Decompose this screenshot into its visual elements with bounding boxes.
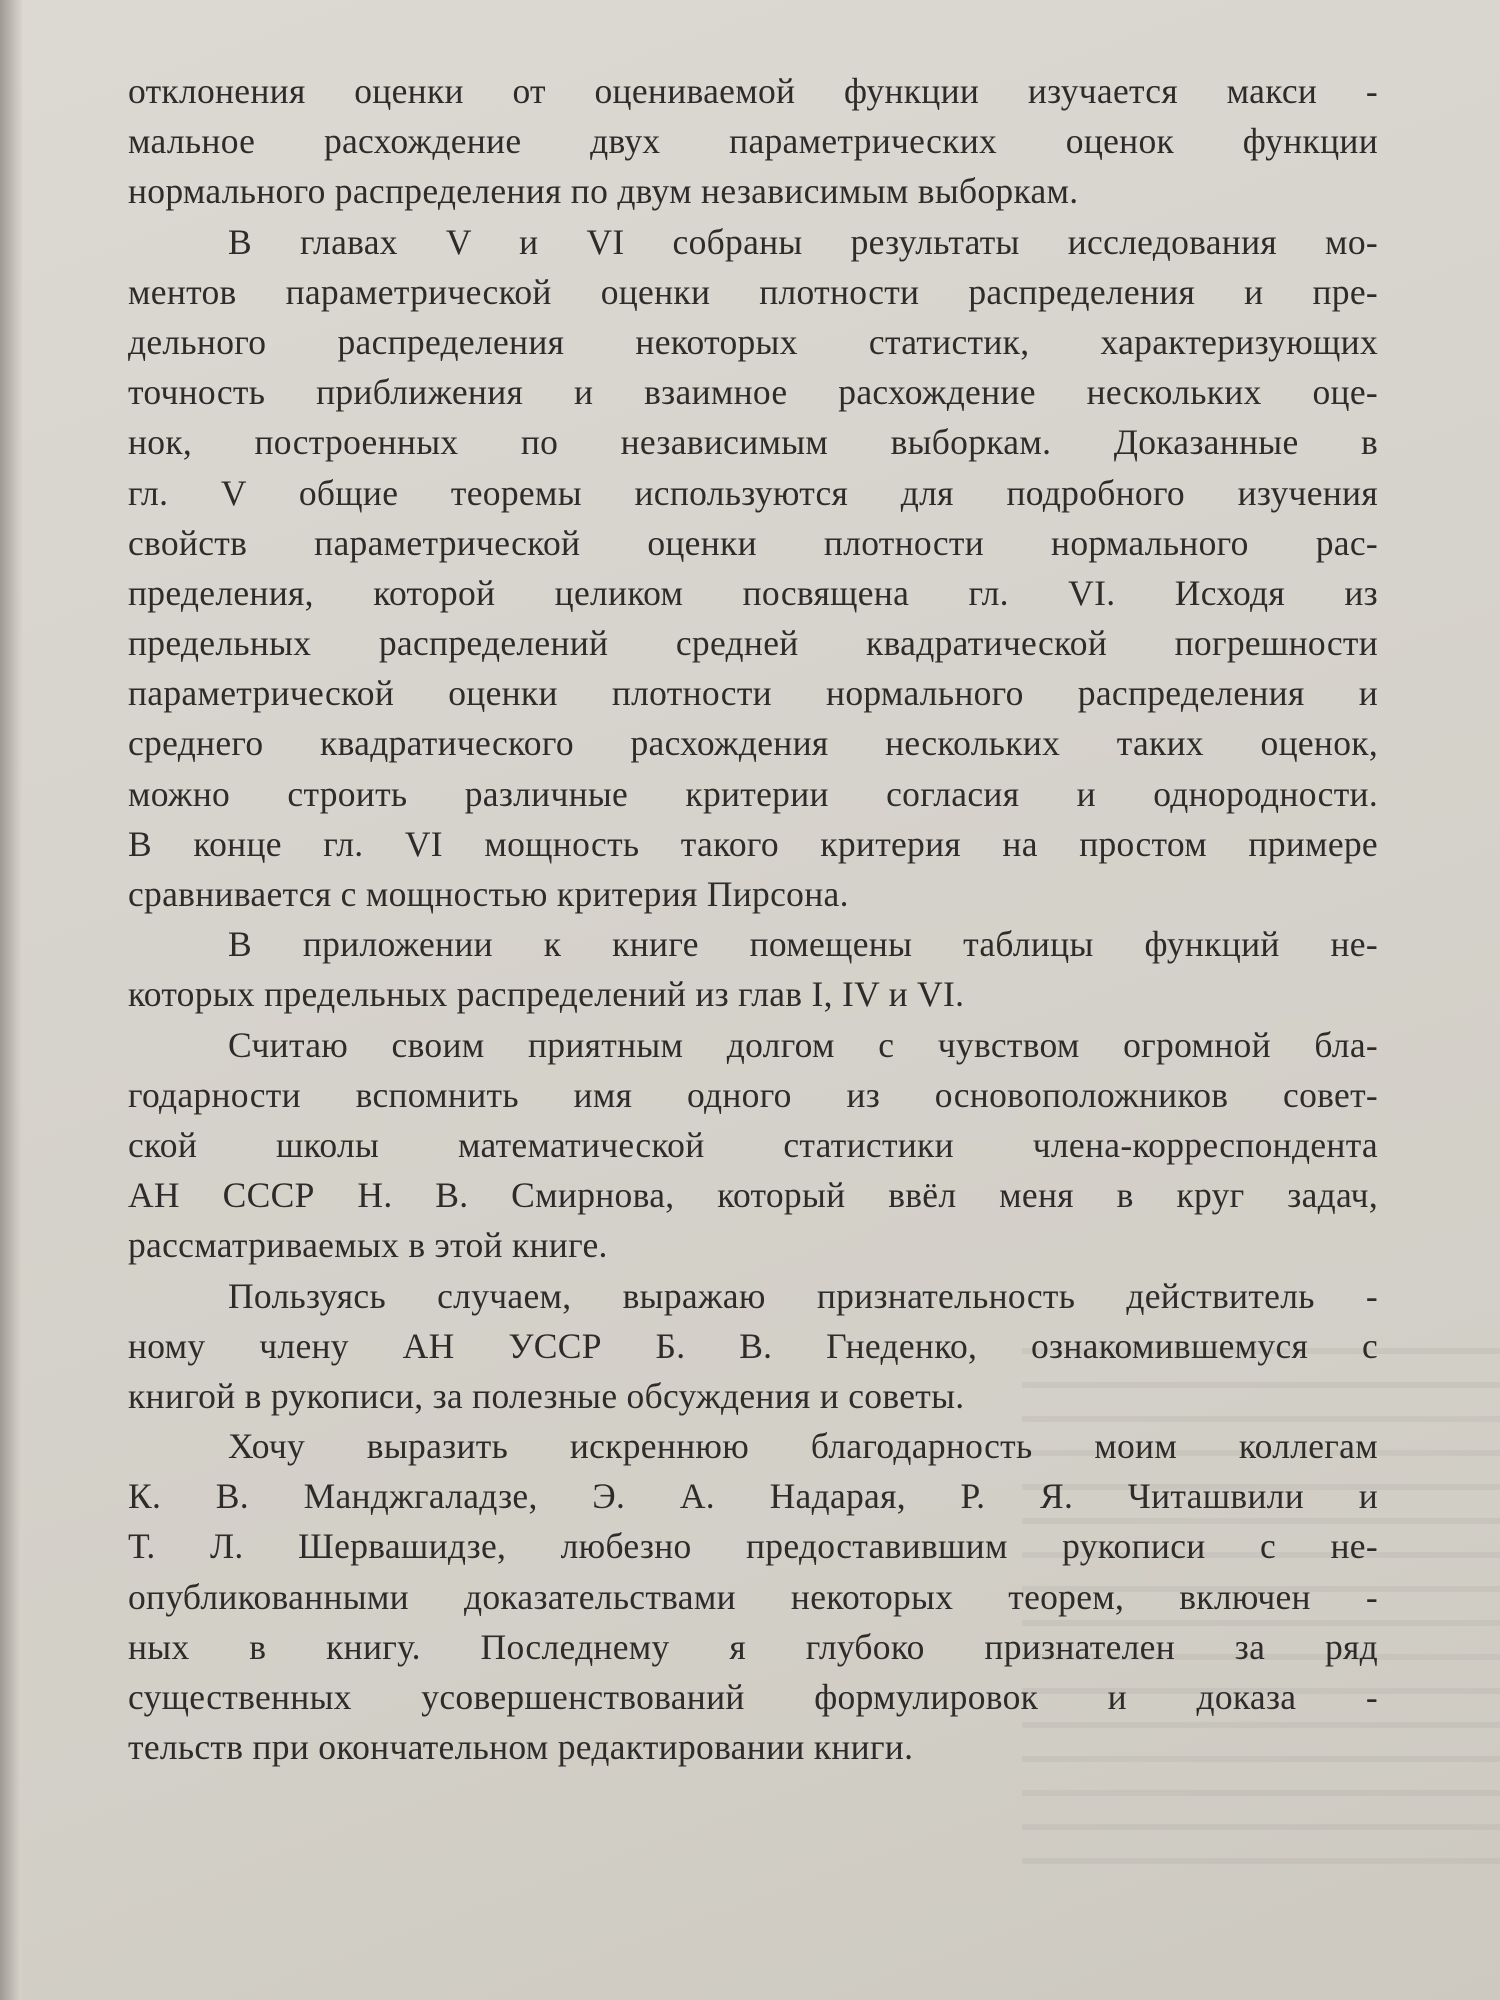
page-edge-shadow xyxy=(0,0,22,2000)
paragraph xyxy=(128,66,1378,217)
text-line: нормального распределения по двум независимым выборкам. xyxy=(128,171,1079,212)
text-line: рассматриваемых в этой книге. xyxy=(128,1225,608,1266)
text-line: гл. V общие теоремы используются для подробного изучения xyxy=(128,472,1378,513)
text-line: книгой в рукописи, за полезные обсуждения и советы. xyxy=(128,1375,965,1416)
text-line: свойств параметрической оценки плотности нормального рас- xyxy=(128,522,1378,563)
text-line: годарности вспомнить имя одного из основоположников совет- xyxy=(128,1074,1378,1115)
text-line: параметрической оценки плотности нормального распределения и xyxy=(128,673,1378,714)
text-line: ской школы математической статистики члена-корреспондента xyxy=(128,1124,1378,1165)
text-line: отклонения оценки от оцениваемой функции изучается макси - xyxy=(128,71,1378,111)
text-line: ных в книгу. Последнему я глубоко признателен за ряд xyxy=(128,1626,1378,1667)
text-line: Хочу выразить искреннюю благодарность моим коллегам xyxy=(228,1426,1378,1467)
text-line: ментов параметрической оценки плотности распределения и пре- xyxy=(128,271,1378,312)
text-line: опубликованными доказательствами некоторых теорем, включен - xyxy=(128,1576,1378,1617)
text-line: сравнивается с мощностью критерия Пирсона. xyxy=(128,874,849,914)
page-text xyxy=(128,66,1378,1772)
text-line: которых предельных распределений из глав I, IV и VI. xyxy=(128,974,965,1015)
text-line: дельного распределения некоторых статистик, характеризующих xyxy=(128,321,1378,362)
text-line: тельств при окончательном редактировании книги. xyxy=(128,1727,914,1768)
text-line: нок, построенных по независимым выборкам. Доказанные в xyxy=(128,422,1378,463)
text-line: можно строить различные критерии согласия и однородности. xyxy=(128,773,1378,814)
text-line: существенных усовершенствований формулировок и доказа - xyxy=(128,1677,1378,1717)
paragraph xyxy=(128,1271,1378,1422)
text-line: АН СССР Н. В. Смирнова, который ввёл меня в круг задач, xyxy=(128,1175,1378,1216)
text-line: точность приближения и взаимное расхождение нескольких оце- xyxy=(128,372,1378,413)
paragraph xyxy=(128,919,1378,1019)
text-line: В приложении к книге помещены таблицы функций не- xyxy=(228,924,1378,965)
text-line: мальное расхождение двух параметрических оценок функции xyxy=(128,121,1378,162)
text-line: В конце гл. VI мощность такого критерия на простом примере xyxy=(128,823,1378,864)
text-line: пределения, которой целиком посвящена гл. VI. Исходя из xyxy=(128,572,1378,613)
text-line: ному члену АН УССР Б. В. Гнеденко, ознакомившемуся с xyxy=(128,1325,1378,1366)
paragraph xyxy=(128,1421,1378,1772)
paragraph xyxy=(128,1020,1378,1271)
text-line: среднего квадратического расхождения нескольких таких оценок, xyxy=(128,723,1378,764)
text-line: Считаю своим приятным долгом с чувством огромной бла- xyxy=(228,1024,1378,1065)
text-line: К. В. Манджгаладзе, Э. А. Надарая, Р. Я. Читашвили и xyxy=(128,1476,1378,1517)
text-line: Пользуясь случаем, выражаю признательность действитель - xyxy=(228,1275,1378,1316)
paragraph xyxy=(128,217,1378,920)
text-line: В главах V и VI собраны результаты исследования мо- xyxy=(228,221,1378,262)
text-line: Т. Л. Шервашидзе, любезно предоставившим рукописи с не- xyxy=(128,1526,1378,1567)
text-line: предельных распределений средней квадратической погрешности xyxy=(128,623,1378,664)
